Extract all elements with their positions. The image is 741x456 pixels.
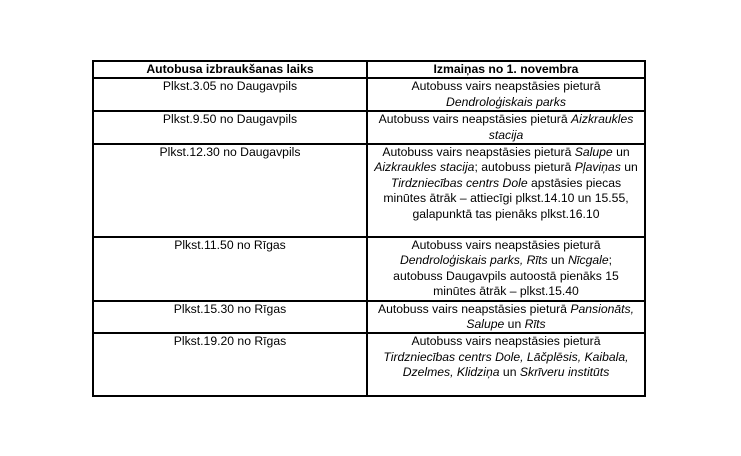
change-text: Autobuss vairs neapstāsies pieturā <box>377 301 571 316</box>
change-text: ; autobuss pieturā <box>474 160 575 175</box>
table-row <box>93 237 645 301</box>
stop-name: Aizkraukles stacija <box>374 160 475 175</box>
change-text: apstāsies piecas minūtes ātrāk – attiecīgi plkst.14.10 un 15.55, galapunktā tas pienāks plkst.16.10 <box>383 175 629 221</box>
stop-name: Tirdzniecības centrs Dole, Lāčplēsis, Kaibala, Dzelmes, Klidziņa <box>383 349 629 380</box>
stop-name: Nīcgale <box>567 253 609 268</box>
stop-name: Rīts <box>524 317 546 332</box>
change-text: un <box>499 365 520 380</box>
table-header-row <box>93 61 645 78</box>
departure-cell: Plkst.3.05 no Daugavpils <box>93 78 367 111</box>
table-row <box>93 111 645 144</box>
departure-cell: Plkst.19.20 no Rīgas <box>93 333 367 396</box>
change-text: un <box>620 160 638 175</box>
change-cell <box>367 333 645 396</box>
schedule-changes-table <box>92 60 646 397</box>
change-text: un <box>547 253 568 268</box>
stop-name: Aizkraukles stacija <box>488 112 634 142</box>
change-text: Autobuss vairs neapstāsies pieturā <box>411 238 601 253</box>
stop-name: Dendroloģiskais parks <box>446 94 566 109</box>
departure-cell: Plkst.11.50 no Rīgas <box>93 237 367 301</box>
change-cell <box>367 111 645 144</box>
header-departure-time: Autobusa izbraukšanas laiks <box>93 61 367 78</box>
stop-name: Pļaviņas <box>574 160 621 175</box>
departure-cell: Plkst.15.30 no Rīgas <box>93 301 367 334</box>
stop-name: Pansionāts, Salupe <box>466 301 635 332</box>
stop-name: Salupe <box>574 145 613 160</box>
change-text: Autobuss vairs neapstāsies pieturā <box>382 145 575 160</box>
table-row <box>93 333 645 396</box>
change-cell <box>367 301 645 334</box>
table-row <box>93 144 645 237</box>
change-cell <box>367 78 645 111</box>
stop-name: Skrīveru institūts <box>519 365 610 380</box>
change-text: Autobuss vairs neapstāsies pieturā <box>411 79 601 94</box>
header-changes: Izmaiņas no 1. novembra <box>367 61 645 78</box>
stop-name: Tirdzniecības centrs Dole <box>390 175 528 190</box>
change-text: un <box>612 145 630 160</box>
table-row <box>93 78 645 111</box>
stop-name: Dendroloģiskais parks, Rīts <box>399 253 548 268</box>
change-cell <box>367 144 645 237</box>
change-text: Autobuss vairs neapstāsies pieturā <box>411 334 601 349</box>
change-text: Autobuss vairs neapstāsies pieturā <box>378 112 572 127</box>
change-text: ; autobuss Daugavpils autoostā pienāks 15 minūtes ātrāk – plkst.15.40 <box>393 253 619 299</box>
table-row <box>93 301 645 334</box>
departure-cell: Plkst.9.50 no Daugavpils <box>93 111 367 144</box>
change-cell <box>367 237 645 301</box>
change-text: un <box>504 317 525 332</box>
departure-cell: Plkst.12.30 no Daugavpils <box>93 144 367 237</box>
